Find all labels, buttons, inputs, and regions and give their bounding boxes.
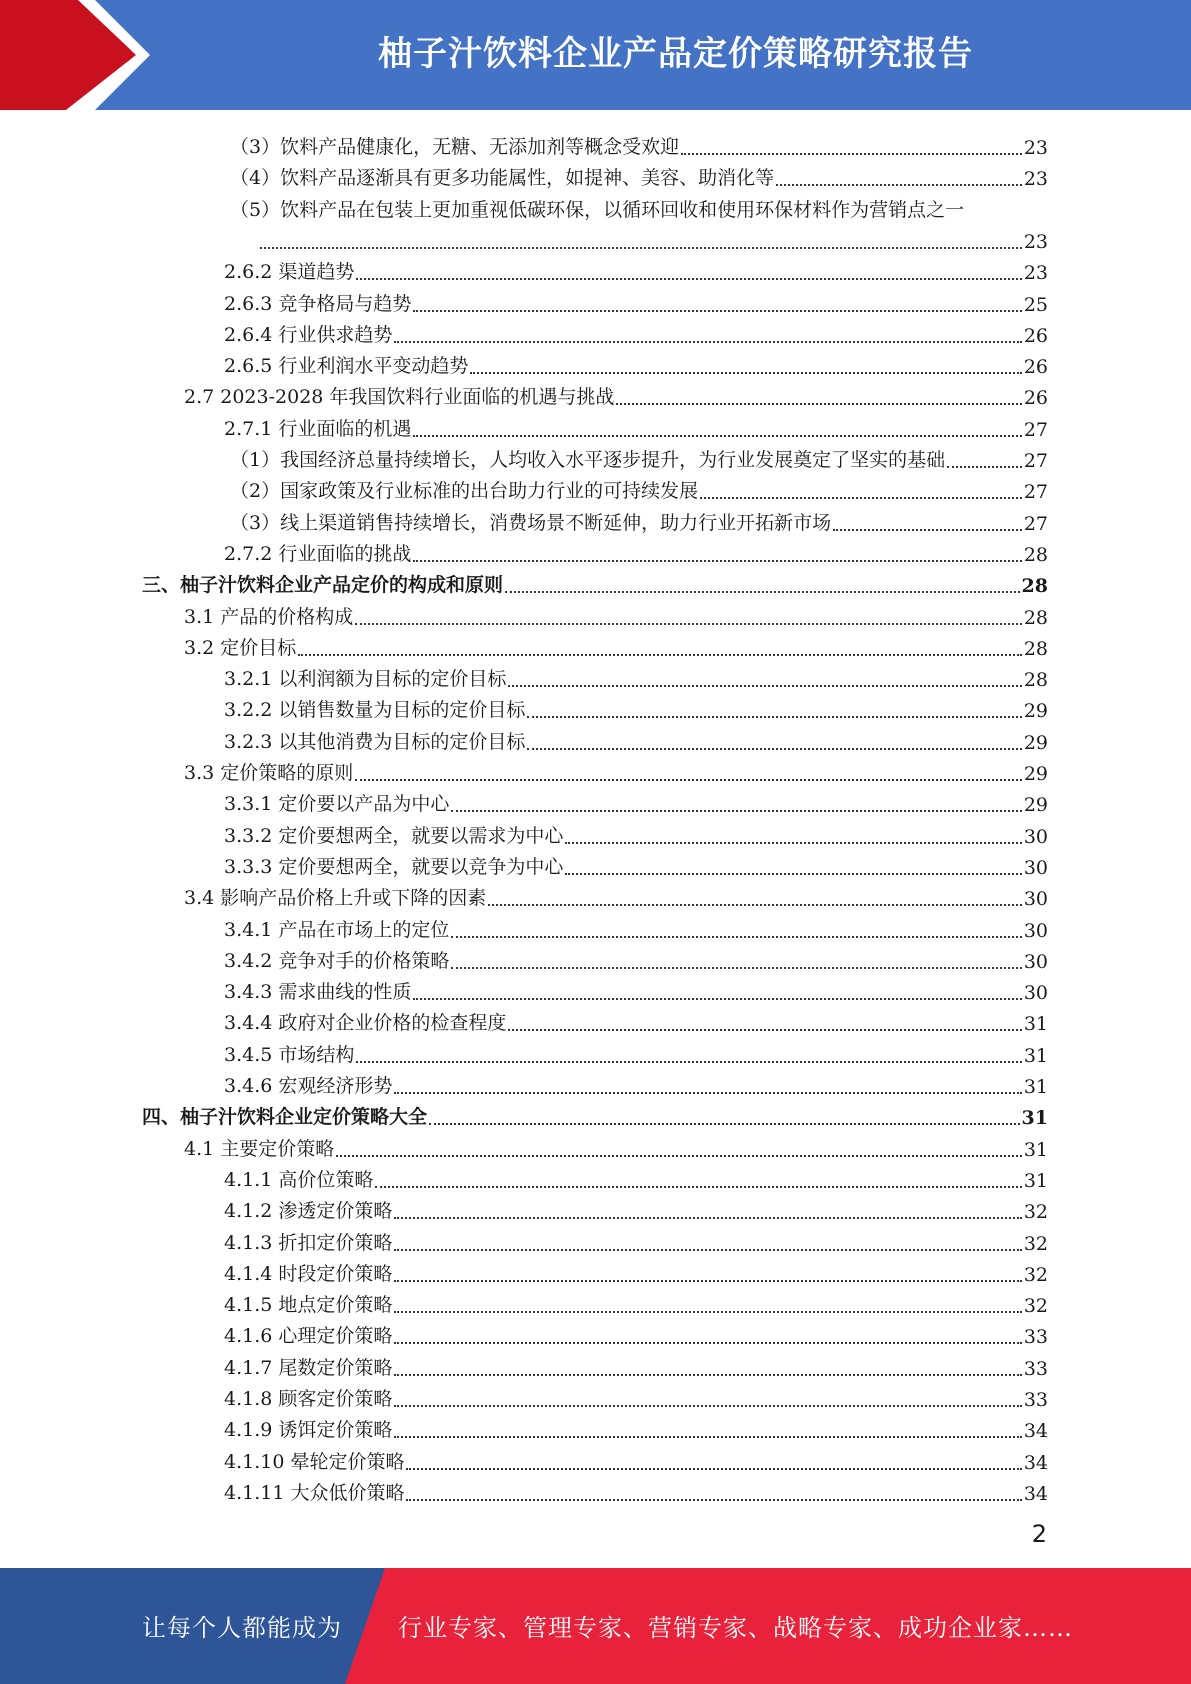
toc-entry-page: 28 xyxy=(1023,669,1048,691)
toc-entry-page: 31 xyxy=(1021,1107,1048,1129)
toc-dot-leader xyxy=(833,513,1022,535)
toc-entry-title: （3）线上渠道销售持续增长，消费场景不断延伸，助力行业开拓新市场 xyxy=(230,512,832,534)
toc-dot-leader xyxy=(260,231,1022,253)
toc-entry-page: 23 xyxy=(1023,231,1048,253)
toc-entry[interactable] xyxy=(230,504,1048,535)
toc-entry-page: 26 xyxy=(1023,356,1048,378)
toc-dot-leader xyxy=(394,1076,1021,1098)
page-header xyxy=(0,0,1191,110)
toc-entry-page: 33 xyxy=(1023,1358,1048,1380)
toc-entry-page: 32 xyxy=(1023,1295,1048,1317)
toc-entry-title: （2）国家政策及行业标准的出台助力行业的可持续发展 xyxy=(230,480,699,502)
toc-dot-leader xyxy=(394,1358,1021,1380)
toc-entry[interactable] xyxy=(142,566,1048,597)
toc-entry-page: 29 xyxy=(1023,794,1048,816)
toc-entry-title: 2.7.1 行业面临的机遇 xyxy=(224,418,412,440)
toc-dot-leader xyxy=(413,419,1021,441)
toc-entry-title: 3.2 定价目标 xyxy=(184,637,297,659)
toc-entry-title: 4.1.11 大众低价策略 xyxy=(224,1482,405,1504)
toc-dot-leader xyxy=(451,920,1021,942)
toc-entry[interactable] xyxy=(224,1161,1048,1192)
page-footer xyxy=(0,1568,1191,1684)
toc-entry[interactable] xyxy=(224,848,1048,879)
toc-entry-page: 30 xyxy=(1023,920,1048,942)
toc-entry[interactable] xyxy=(184,754,1048,785)
toc-dot-leader xyxy=(413,294,1021,316)
toc-entry[interactable] xyxy=(224,1036,1048,1067)
footer-roles: 行业专家、管理专家、营销专家、战略专家、成功企业家…… xyxy=(398,1614,1073,1642)
toc-dot-leader xyxy=(413,544,1021,566)
toc-entry-page: 27 xyxy=(1023,513,1048,535)
toc-entry-title: 4.1.4 时段定价策略 xyxy=(224,1263,393,1285)
toc-entry[interactable] xyxy=(230,128,1048,159)
toc-entry-title: （5）饮料产品在包装上更加重视低碳环保，以循环回收和使用环保材料作为营销点之一 xyxy=(230,199,965,221)
toc-dot-leader xyxy=(508,1013,1021,1035)
toc-entry[interactable] xyxy=(224,1286,1048,1317)
toc-entry-title: 2.6.2 渠道趋势 xyxy=(224,261,355,283)
toc-entry[interactable] xyxy=(224,911,1048,942)
report-title: 柚子汁饮料企业产品定价策略研究报告 xyxy=(378,34,973,74)
toc-entry[interactable] xyxy=(258,222,1048,253)
toc-entry[interactable] xyxy=(224,1067,1048,1098)
toc-entry[interactable] xyxy=(184,1130,1048,1161)
toc-entry-title: 3.3.2 定价要想两全，就要以需求为中心 xyxy=(224,825,564,847)
toc-entry[interactable] xyxy=(224,1192,1048,1223)
toc-entry-title: 4.1.10 晕轮定价策略 xyxy=(224,1451,405,1473)
toc-entry-title: 4.1 主要定价策略 xyxy=(184,1138,335,1160)
toc-dot-leader xyxy=(470,356,1021,378)
toc-entry[interactable] xyxy=(224,1411,1048,1442)
toc-entry-page: 26 xyxy=(1023,387,1048,409)
toc-entry-page: 27 xyxy=(1023,481,1048,503)
toc-entry-page: 32 xyxy=(1023,1233,1048,1255)
toc-entry-title: 3.2.2 以销售数量为目标的定价目标 xyxy=(224,699,526,721)
toc-entry-page: 23 xyxy=(1023,168,1048,190)
toc-entry-page: 27 xyxy=(1023,450,1048,472)
toc-dot-leader xyxy=(451,794,1021,816)
toc-dot-leader xyxy=(565,826,1021,848)
toc-entry-page: 23 xyxy=(1023,137,1048,159)
toc-entry-page: 34 xyxy=(1023,1420,1048,1442)
toc-entry-title: 4.1.5 地点定价策略 xyxy=(224,1294,393,1316)
toc-entry-title: 2.7.2 行业面临的挑战 xyxy=(224,543,412,565)
toc-entry[interactable] xyxy=(224,1317,1048,1348)
toc-entry-title: 3.3 定价策略的原则 xyxy=(184,762,354,784)
toc-entry-page: 28 xyxy=(1023,544,1048,566)
toc-entry[interactable] xyxy=(230,191,1048,222)
toc-dot-leader xyxy=(413,982,1021,1004)
toc-entry[interactable] xyxy=(224,316,1048,347)
toc-dot-leader xyxy=(394,1295,1021,1317)
toc-entry[interactable] xyxy=(230,159,1048,190)
toc-dot-leader xyxy=(375,1170,1021,1192)
footer-slogan: 让每个人都能成为 xyxy=(142,1614,342,1642)
toc-entry[interactable] xyxy=(224,1380,1048,1411)
toc-dot-leader xyxy=(947,450,1022,472)
toc-entry[interactable] xyxy=(184,598,1048,629)
toc-dot-leader xyxy=(356,1045,1021,1067)
toc-entry-page: 30 xyxy=(1023,982,1048,1004)
toc-dot-leader xyxy=(681,137,1022,159)
toc-entry-title: 3.4.1 产品在市场上的定位 xyxy=(224,919,450,941)
toc-dot-leader xyxy=(429,1107,1020,1129)
toc-dot-leader xyxy=(394,1326,1021,1348)
toc-entry-title: 3.4.2 竞争对手的价格策略 xyxy=(224,950,450,972)
toc-entry-title: 3.4 影响产品价格上升或下降的因素 xyxy=(184,887,487,909)
toc-entry-page: 25 xyxy=(1023,294,1048,316)
toc-entry[interactable] xyxy=(230,441,1048,472)
toc-entry[interactable] xyxy=(230,472,1048,503)
toc-entry[interactable] xyxy=(224,410,1048,441)
toc-entry-title: 3.2.3 以其他消费为目标的定价目标 xyxy=(224,731,526,753)
toc-entry[interactable] xyxy=(184,879,1048,910)
toc-entry-title: （4）饮料产品逐渐具有更多功能属性，如提神、美容、助消化等 xyxy=(230,167,775,189)
toc-entry[interactable] xyxy=(224,1255,1048,1286)
toc-dot-leader xyxy=(616,387,1021,409)
toc-entry-page: 31 xyxy=(1023,1170,1048,1192)
toc-entry[interactable] xyxy=(224,1004,1048,1035)
toc-entry[interactable] xyxy=(184,378,1048,409)
toc-entry-page: 27 xyxy=(1023,419,1048,441)
toc-dot-leader xyxy=(336,1139,1022,1161)
toc-entry-page: 32 xyxy=(1023,1201,1048,1223)
toc-entry-page: 30 xyxy=(1023,888,1048,910)
toc-entry-page: 28 xyxy=(1021,575,1048,597)
toc-dot-leader xyxy=(355,763,1022,785)
toc-entry[interactable] xyxy=(224,347,1048,378)
toc-entry-title: 3.1 产品的价格构成 xyxy=(184,606,354,628)
toc-entry[interactable] xyxy=(224,1224,1048,1255)
toc-dot-leader xyxy=(394,1389,1021,1411)
toc-dot-leader xyxy=(488,888,1022,910)
toc-entry-title: 四、柚子汁饮料企业定价策略大全 xyxy=(142,1106,428,1128)
toc-entry-title: （1）我国经济总量持续增长，人均收入水平逐步提升，为行业发展奠定了坚实的基础 xyxy=(230,449,946,471)
toc-entry-title: 三、柚子汁饮料企业产品定价的构成和原则 xyxy=(142,574,504,596)
toc-entry[interactable] xyxy=(224,942,1048,973)
toc-dot-leader xyxy=(394,1233,1021,1255)
toc-dot-leader xyxy=(298,638,1022,660)
toc-entry-page: 26 xyxy=(1023,325,1048,347)
toc-entry-page: 29 xyxy=(1023,700,1048,722)
toc-dot-leader xyxy=(355,607,1022,629)
toc-entry-page: 29 xyxy=(1023,763,1048,785)
toc-entry-page: 33 xyxy=(1023,1389,1048,1411)
toc-entry[interactable] xyxy=(224,723,1048,754)
toc-entry-page: 30 xyxy=(1023,826,1048,848)
toc-entry-page: 34 xyxy=(1023,1483,1048,1505)
toc-entry-title: 4.1.1 高价位策略 xyxy=(224,1169,374,1191)
toc-entry-page: 33 xyxy=(1023,1326,1048,1348)
toc-entry-page: 30 xyxy=(1023,951,1048,973)
toc-entry[interactable] xyxy=(224,817,1048,848)
toc-dot-leader xyxy=(394,325,1021,347)
toc-entry-page: 34 xyxy=(1023,1452,1048,1474)
toc-entry[interactable] xyxy=(224,660,1048,691)
toc-entry[interactable] xyxy=(184,629,1048,660)
toc-entry-page: 31 xyxy=(1023,1076,1048,1098)
toc-entry-page: 30 xyxy=(1023,857,1048,879)
toc-entry-title: 3.4.5 市场结构 xyxy=(224,1044,355,1066)
toc-dot-leader xyxy=(776,168,1022,190)
toc-dot-leader xyxy=(406,1483,1021,1505)
toc-entry[interactable] xyxy=(224,785,1048,816)
toc-entry-page: 29 xyxy=(1023,732,1048,754)
toc-dot-leader xyxy=(508,669,1021,691)
toc-entry-title: 3.4.4 政府对企业价格的检查程度 xyxy=(224,1012,507,1034)
toc-entry[interactable] xyxy=(224,691,1048,722)
toc-dot-leader xyxy=(700,481,1022,503)
toc-entry[interactable] xyxy=(224,1474,1048,1505)
toc-dot-leader xyxy=(505,575,1020,597)
toc-entry-title: 4.1.7 尾数定价策略 xyxy=(224,1357,393,1379)
toc-entry-title: 2.6.3 竞争格局与趋势 xyxy=(224,293,412,315)
toc-entry-title: 4.1.8 顾客定价策略 xyxy=(224,1388,393,1410)
toc-entry-page: 31 xyxy=(1023,1045,1048,1067)
toc-entry-page: 32 xyxy=(1023,1264,1048,1286)
toc-entry[interactable] xyxy=(142,1098,1048,1129)
toc-dot-leader xyxy=(394,1420,1021,1442)
toc-dot-leader xyxy=(527,700,1021,722)
toc-entry[interactable] xyxy=(224,1443,1048,1474)
toc-entry-title: 3.3.3 定价要想两全，就要以竞争为中心 xyxy=(224,856,564,878)
toc-entry-title: 3.4.6 宏观经济形势 xyxy=(224,1075,393,1097)
toc-dot-leader xyxy=(394,1264,1021,1286)
toc-entry[interactable] xyxy=(224,253,1048,284)
toc-entry-title: 2.7 2023-2028 年我国饮料行业面临的机遇与挑战 xyxy=(184,386,615,408)
toc-entry[interactable] xyxy=(224,535,1048,566)
toc-entry-title: （3）饮料产品健康化，无糖、无添加剂等概念受欢迎 xyxy=(230,136,680,158)
toc-entry-page: 28 xyxy=(1023,607,1048,629)
toc-entry-title: 4.1.2 渗透定价策略 xyxy=(224,1200,393,1222)
toc-entry-page: 31 xyxy=(1023,1139,1048,1161)
toc-dot-leader xyxy=(356,262,1021,284)
toc-entry-title: 3.3.1 定价要以产品为中心 xyxy=(224,793,450,815)
toc-entry-title: 3.4.3 需求曲线的性质 xyxy=(224,981,412,1003)
toc-entry-title: 2.6.4 行业供求趋势 xyxy=(224,324,393,346)
toc-entry[interactable] xyxy=(224,285,1048,316)
toc-dot-leader xyxy=(527,732,1021,754)
toc-entry-page: 28 xyxy=(1023,638,1048,660)
toc-entry-title: 4.1.3 折扣定价策略 xyxy=(224,1232,393,1254)
toc-entry-page: 31 xyxy=(1023,1013,1048,1035)
toc-entry-page: 23 xyxy=(1023,262,1048,284)
page-number: 2 xyxy=(1031,1520,1047,1548)
toc-entry[interactable] xyxy=(224,973,1048,1004)
toc-entry-title: 4.1.6 心理定价策略 xyxy=(224,1325,393,1347)
toc-dot-leader xyxy=(394,1201,1021,1223)
toc-dot-leader xyxy=(451,951,1021,973)
toc-entry-title: 2.6.5 行业利润水平变动趋势 xyxy=(224,355,469,377)
toc-entry-title: 3.2.1 以利润额为目标的定价目标 xyxy=(224,668,507,690)
toc-dot-leader xyxy=(565,857,1021,879)
toc-entry-title: 4.1.9 诱饵定价策略 xyxy=(224,1419,393,1441)
toc-dot-leader xyxy=(406,1452,1021,1474)
toc-entry[interactable] xyxy=(224,1349,1048,1380)
